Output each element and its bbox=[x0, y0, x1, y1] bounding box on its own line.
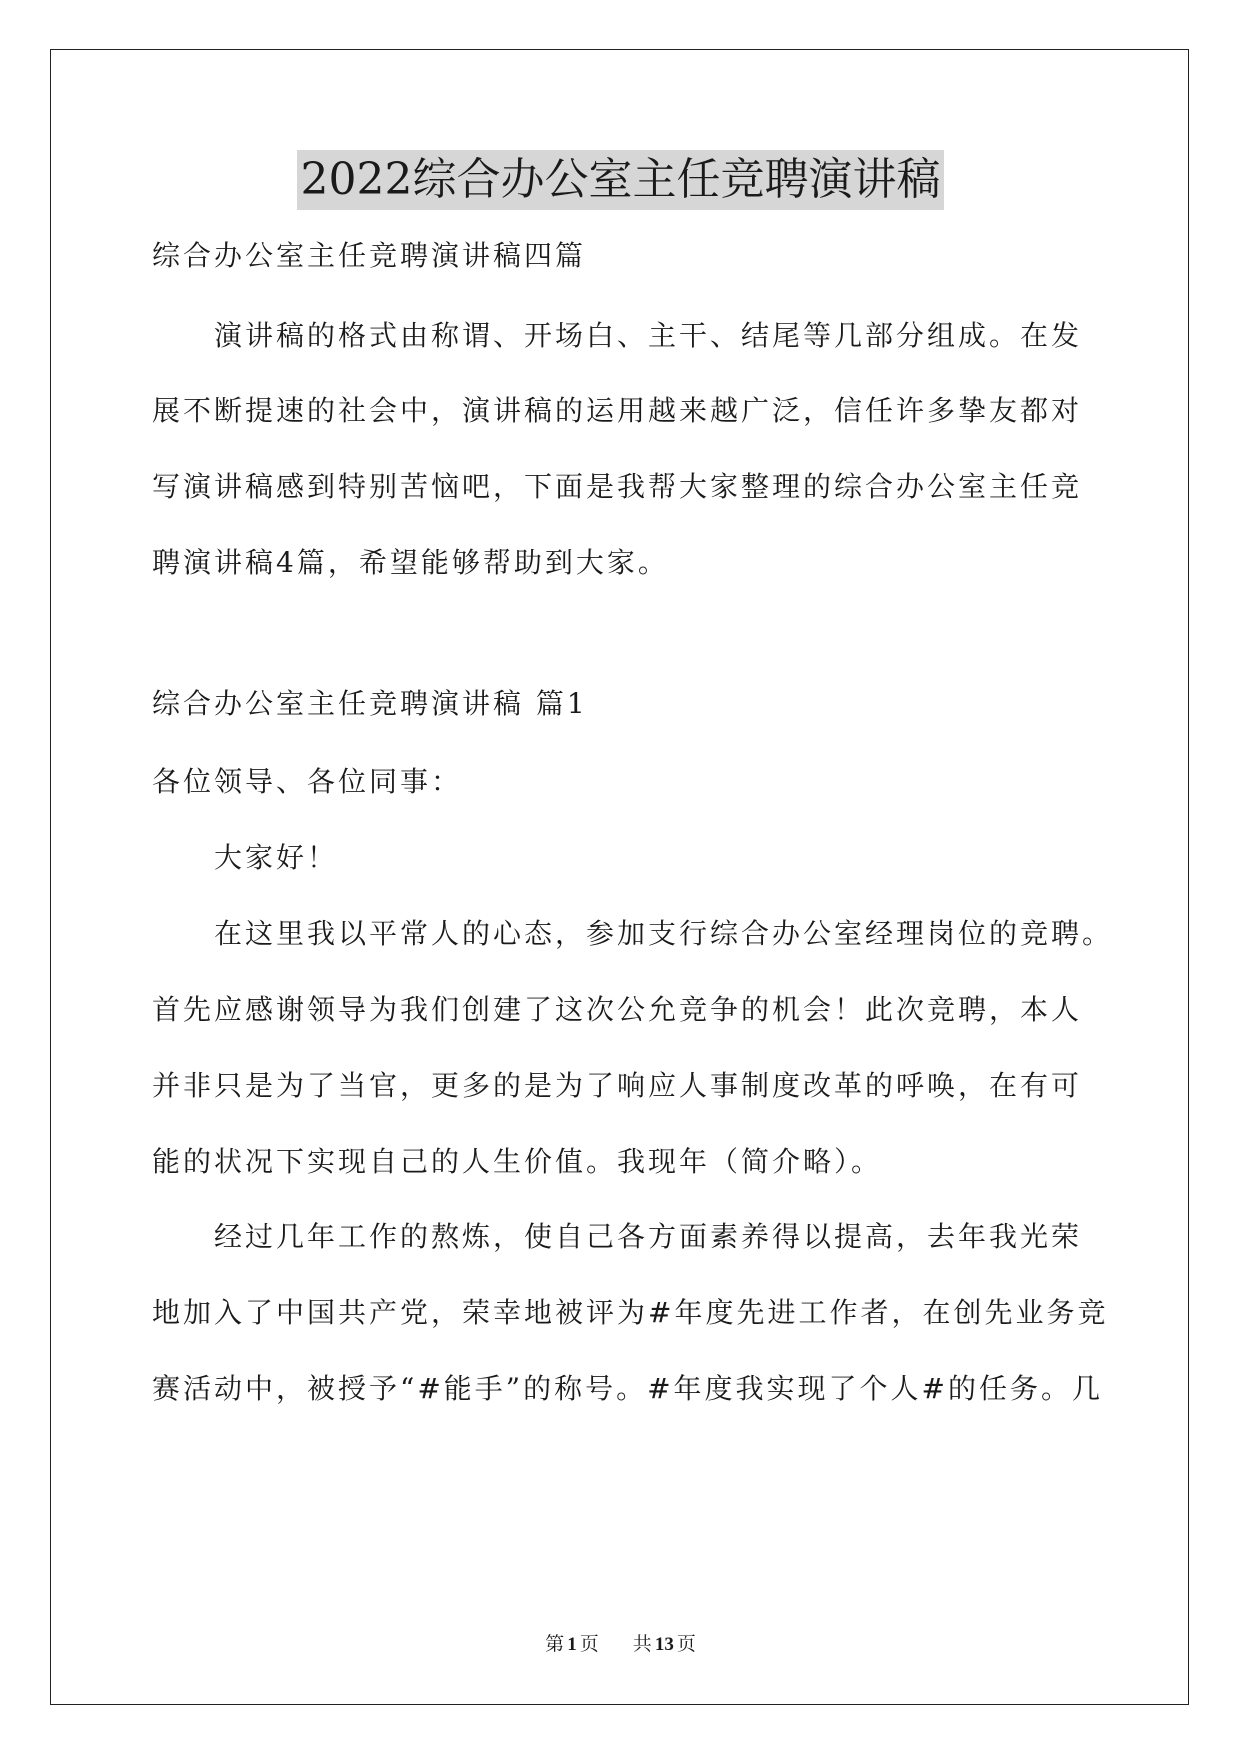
page-prefix: 第 bbox=[545, 1633, 565, 1655]
section-heading: 综合办公室主任竞聘演讲稿 篇1 bbox=[152, 687, 588, 720]
body-line: 经过几年工作的熬炼，使自己各方面素养得以提高，去年我光荣 bbox=[152, 1220, 1083, 1253]
body-line: 展不断提速的社会中，演讲稿的运用越来越广泛，信任许多挚友都对 bbox=[152, 394, 1083, 427]
body-line: 聘演讲稿4篇，希望能够帮助到大家。 bbox=[152, 546, 669, 579]
total-suffix: 页 bbox=[676, 1633, 696, 1655]
body-line: 写演讲稿感到特别苦恼吧，下面是我帮大家整理的综合办公室主任竞 bbox=[152, 470, 1083, 503]
body-line: 在这里我以平常人的心态，参加支行综合办公室经理岗位的竞聘。 bbox=[152, 917, 1114, 950]
body-line: 演讲稿的格式由称谓、开场白、主干、结尾等几部分组成。在发 bbox=[152, 319, 1083, 352]
page-footer bbox=[0, 1632, 1241, 1657]
body-line: 首先应感谢领导为我们创建了这次公允竞争的机会！此次竞聘，本人 bbox=[152, 993, 1083, 1026]
page-current: 1 bbox=[567, 1634, 577, 1655]
body-line: 能的状况下实现自己的人生价值。我现年（简介略）。 bbox=[152, 1145, 883, 1178]
document-title: 2022综合办公室主任竞聘演讲稿 bbox=[297, 150, 945, 210]
title-wrapper bbox=[0, 150, 1241, 210]
body-line: 并非只是为了当官，更多的是为了响应人事制度改革的呼唤，在有可 bbox=[152, 1069, 1083, 1102]
total-prefix: 共 bbox=[632, 1633, 652, 1655]
page-total: 13 bbox=[654, 1634, 674, 1655]
body-line: 地加入了中国共产党，荣幸地被评为#年度先进工作者，在创先业务竞 bbox=[152, 1296, 1109, 1329]
greeting-line: 大家好！ bbox=[152, 841, 339, 874]
salutation-line: 各位领导、各位同事： bbox=[152, 765, 463, 798]
page-suffix: 页 bbox=[579, 1633, 599, 1655]
body-line: 赛活动中，被授予“#能手”的称号。#年度我实现了个人#的任务。几 bbox=[152, 1372, 1104, 1405]
subtitle-line: 综合办公室主任竞聘演讲稿四篇 bbox=[152, 239, 587, 272]
